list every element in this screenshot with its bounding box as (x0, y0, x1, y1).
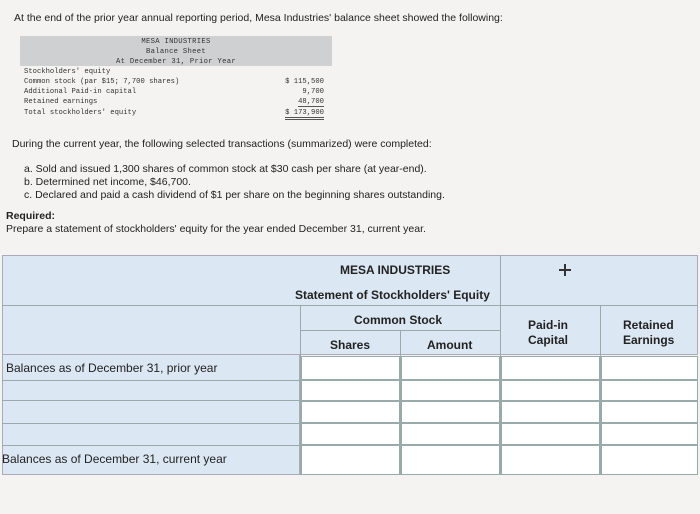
retained-header-line1: Retained (623, 318, 674, 332)
row-label-last: Balances as of December 31, current year (2, 452, 227, 466)
input-cell[interactable] (301, 445, 400, 475)
bs-row-label: Total stockholders' equity (24, 109, 137, 117)
table-company: MESA INDUSTRIES (340, 263, 451, 277)
input-cell[interactable] (401, 401, 500, 423)
bs-section-label: Stockholders' equity (24, 68, 111, 76)
input-cell[interactable] (601, 423, 698, 445)
input-cell[interactable] (501, 380, 600, 401)
table-title: Statement of Stockholders' Equity (295, 288, 490, 302)
row-label-first: Balances as of December 31, prior year (6, 361, 218, 375)
bs-row-value: $ 173,900 (285, 109, 324, 120)
input-cell[interactable] (301, 401, 400, 423)
bs-row-label: Common stock (par $15; 7,700 shares) (24, 78, 180, 86)
bs-row-value: 48,700 (298, 98, 324, 106)
balance-sheet (20, 36, 332, 122)
transactions-intro: During the current year, the following selected transactions (summarized) were completed: (12, 138, 432, 150)
input-cell[interactable] (501, 356, 600, 380)
bs-row-label: Retained earnings (24, 98, 98, 106)
input-cell[interactable] (601, 356, 698, 380)
bs-row-value: 9,700 (302, 88, 324, 96)
input-cell[interactable] (301, 356, 400, 380)
plus-icon[interactable] (557, 262, 573, 278)
input-cell[interactable] (401, 445, 500, 475)
paid-in-header-line2: Capital (528, 333, 569, 347)
equity-statement-table (0, 255, 700, 475)
input-cell[interactable] (501, 401, 600, 423)
common-stock-header: Common Stock (354, 313, 443, 327)
input-cell[interactable] (301, 380, 400, 401)
input-cell[interactable] (501, 423, 600, 445)
bs-company: MESA INDUSTRIES (141, 38, 211, 46)
paid-in-header-line1: Paid-in (528, 318, 569, 332)
amount-header: Amount (427, 338, 473, 352)
bs-row-value: $ 115,500 (285, 78, 324, 86)
retained-header-line2: Earnings (623, 333, 675, 347)
balance-sheet-header (20, 36, 332, 66)
bs-date: At December 31, Prior Year (116, 58, 236, 66)
input-cell[interactable] (401, 423, 500, 445)
shares-header: Shares (330, 338, 371, 352)
required-text: Prepare a statement of stockholders' equity for the year ended December 31, current year. (6, 223, 426, 235)
input-cell[interactable] (401, 380, 500, 401)
list-item: c. Declared and paid a cash dividend of $1 per share on the beginning shares outstanding. (24, 189, 445, 201)
bs-statement: Balance Sheet (146, 48, 206, 56)
input-cell[interactable] (601, 445, 698, 475)
input-cell[interactable] (401, 356, 500, 380)
input-cell[interactable] (301, 423, 400, 445)
list-item: b. Determined net income, $46,700. (24, 176, 191, 188)
list-item: a. Sold and issued 1,300 shares of common stock at $30 cash per share (at year-end). (24, 163, 427, 175)
input-cell[interactable] (601, 380, 698, 401)
transactions-list (24, 163, 445, 202)
input-cell[interactable] (501, 445, 600, 475)
bs-row-label: Additional Paid-in capital (24, 88, 137, 96)
required-heading: Required: (6, 210, 56, 222)
intro-text: At the end of the prior year annual reporting period, Mesa Industries' balance sheet showed the following: (14, 12, 503, 24)
input-cell[interactable] (601, 401, 698, 423)
